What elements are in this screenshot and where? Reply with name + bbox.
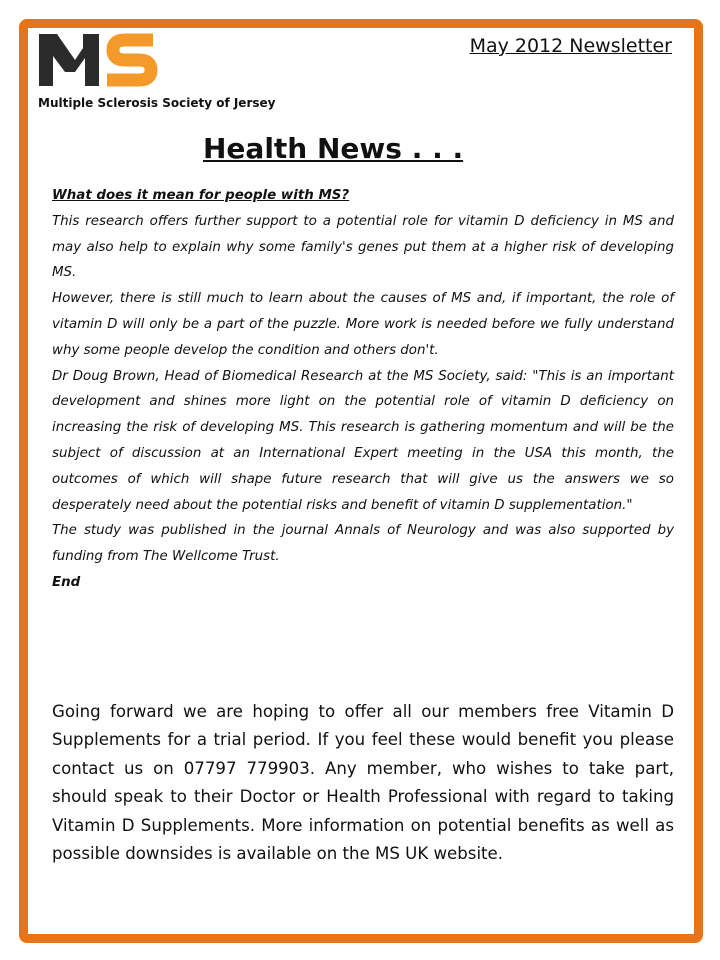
logo-letter-m [39,34,99,86]
society-name: Multiple Sclerosis Society of Jersey [38,96,276,110]
article-paragraph: Dr Doug Brown, Head of Biomedical Research at the MS Society, said: "This is an important development and shines more light on the potential role of vitamin D deficiency on increasing the risk of developing MS. This research is gathering momentum and will be the subject of discussion at an International Expert meeting in the USA this month, the outcomes of which will shape future research that will give us the answers we so desperately need about the potential risks and benefit of vitamin D supplementation." [52,368,674,513]
article-paragraph: The study was published in the journal Annals of Neurology and was also supported by funding from The Wellcome Trust. [52,523,674,565]
article-paragraph: However, there is still much to learn about the causes of MS and, if important, the role of vitamin D will only be a part of the puzzle. More work is needed before we fully understand why some people develop the condition and others don't. [52,291,674,358]
article-body [52,183,674,596]
article-paragraph: This research offers further support to a potential role for vitamin D deficiency in MS and may also help to explain why some family's genes put them at a higher risk of developing MS. [52,213,674,281]
ms-society-logo [37,28,161,90]
article-end: End [52,574,81,590]
closing-paragraph: Going forward we are hoping to offer all our members free Vitamin D Supplements for a trial period. If you feel these would benefit you please contact us on 07797 779903. Any member, who wishes to take part, should speak to their Doctor or Health Professional with regard to taking Vitamin D Supplements. More information on potential benefits as well as possible downsides is available on the MS UK website. [52,702,674,864]
logo-letter-s [107,40,153,80]
newsletter-title: May 2012 Newsletter [469,35,672,57]
article-question: What does it mean for people with MS? [52,188,350,203]
page-title: Health News . . . [203,132,464,165]
